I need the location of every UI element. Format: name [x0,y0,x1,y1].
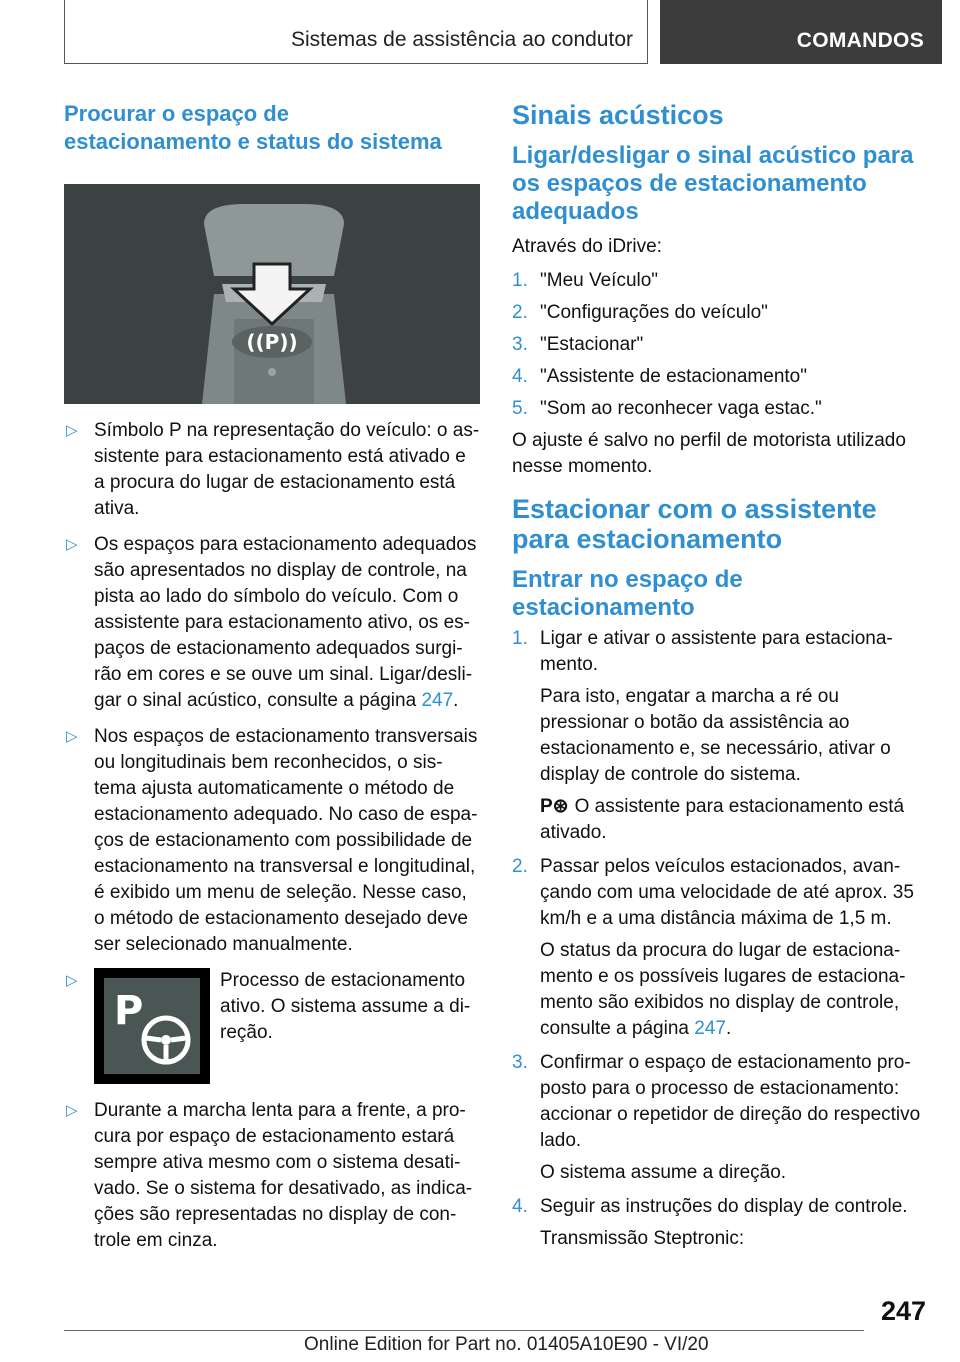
procedure-step [512,626,932,846]
triangle-bullet-icon: ▷ [66,422,78,439]
menu-step [512,396,932,422]
step-text: "Assistente de estacionamento" [540,366,807,387]
step-number: 1. [512,270,528,291]
header-title-box [64,0,648,64]
step-text: "Meu Veículo" [540,270,659,291]
step-detail: Transmissão Steptronic: [540,1228,745,1249]
step-number: 2. [512,302,528,323]
menu-step [512,268,932,294]
step-number: 1. [512,628,528,649]
step-text: Ligar e ativar o assistente para estaciona-mento. [540,628,893,675]
left-column [64,100,480,1254]
svg-text:P: P [114,988,144,1034]
step-text: Passar pelos veículos estacionados, avan-çando com uma velocidade de até aprox. 35 km/h e a uma distância máxima de 1,5 m. [540,856,914,929]
bullet-text: Nos espaços de estacionamento transversais ou longitudinais bem reconhecidos, o sis-tema ajusta automaticamente o método de estacionamento adequado. No caso de espa-ços de estacionamento com possibilidade de estacionamento na transversal e longitudinal, é exibido um menu de seleção. Nesse caso, o método de estacionamento desejado deve ser selecionado manualmente. [94,726,478,955]
bullet-text: Durante a marcha lenta para a frente, a pro-cura por espaço de estacionamento estará sempre ativa mesmo com o sistema desati-vado. Se o sistema for desativado, as indica-ções são representadas no display de con-trole em cinza. [94,1100,473,1251]
left-heading-line1: Procurar o espaço de [64,101,289,126]
bullet-item-with-icon [64,968,480,1084]
step-number: 5. [512,398,528,419]
procedure-step [512,1194,932,1252]
idrive-intro: Através do iDrive: [512,236,662,257]
vehicle-display-illustration [64,184,480,404]
triangle-bullet-icon: ▷ [66,972,78,989]
header-title: Sistemas de assistência ao condutor [290,28,633,51]
step-text: "Estacionar" [540,334,644,355]
bullet-item [64,418,480,522]
right-column [512,100,932,1252]
menu-step [512,300,932,326]
section-heading-parking: Estacionar com o assistente para estacionamento [512,494,877,554]
step-detail-end: . [725,1018,732,1039]
step-status [540,794,932,846]
step-number: 3. [512,334,528,355]
section-label: COMANDOS [796,29,924,52]
section-heading-sound: Sinais acústicos [512,100,724,130]
menu-step [512,364,932,390]
bullet-text: Os espaços para estacionamento adequados são apresentados no display de controle, na pista ao lado do símbolo do veículo. Com o assistente para estacionamento ativo, os es-paços de estacionamento adequados surgi-rão em cores e se ouve um sinal. Ligar/desli-gar o sinal acústico, consulte a página [94,534,477,711]
profile-note: O ajuste é salvo no perfil de motorista utilizado nesse momento. [512,430,906,477]
footer-divider [64,1330,864,1331]
menu-step [512,332,932,358]
step-number: 2. [512,856,528,877]
step-detail: Para isto, engatar a marcha a ré ou pressionar o botão da assistência ao estacionamento e, se necessário, ativar o display de controle do sistema. [540,686,891,785]
procedure-step [512,1050,932,1186]
left-heading-line2: estacionamento e status do sistema [64,129,442,154]
procedure-step [512,854,932,1042]
subsection-heading-enter-space: Entrar no espaço de estacionamento [512,566,743,621]
step-text: "Configurações do veículo" [540,302,768,323]
page-number: 247 [880,1296,926,1326]
triangle-bullet-icon: ▷ [66,1102,78,1119]
left-heading [64,100,480,156]
bullet-item [64,724,480,958]
svg-text:((P)): ((P)) [246,330,298,354]
parking-steering-icon [104,978,200,1074]
step-detail-text: O status da procura do lugar de estaciona-mento e os possíveis lugares de estaciona-mento são exibidos no display de controle, consulte a página [540,940,906,1039]
triangle-bullet-icon: ▷ [66,728,78,745]
parking-assistant-active-icon [94,968,210,1084]
edition-note: Online Edition for Part no. 01405A10E90 - VI/20 [304,1334,709,1355]
step-text: Seguir as instruções do display de controle. [540,1196,908,1217]
bullet-text: Processo de estacionamento ativo. O sistema assume a di-reção. [220,970,471,1043]
section-tab [660,0,942,64]
page-link[interactable]: 247 [694,1018,726,1039]
page-link[interactable]: 247 [421,690,454,711]
step-number: 4. [512,366,528,387]
vehicle-parking-photo [64,184,480,404]
bullet-item [64,1098,480,1254]
step-text: Confirmar o espaço de estacionamento pro-posto para o processo de estacionamento: accionar o repetidor de direção do respectivo lado. [540,1052,921,1151]
bullet-text: Símbolo P na representação do veículo: o as-sistente para estacionamento está ativado e a procura do lugar de estacionamento está ativa. [94,420,480,519]
parking-assist-small-icon: P⊛ [540,796,569,817]
step-detail [540,938,932,1042]
triangle-bullet-icon: ▷ [66,536,78,553]
bullet-item [64,532,480,714]
step-text: "Som ao reconhecer vaga estac." [540,398,822,419]
step-status-text: O assistente para estacionamento está ativado. [540,796,905,843]
step-detail: O sistema assume a direção. [540,1162,787,1183]
subsection-heading-toggle-sound: Ligar/desligar o sinal acústico para os espaços de estacionamento adequados [512,142,914,225]
bullet-text-end: . [453,690,459,711]
step-number: 4. [512,1196,528,1217]
step-number: 3. [512,1052,528,1073]
